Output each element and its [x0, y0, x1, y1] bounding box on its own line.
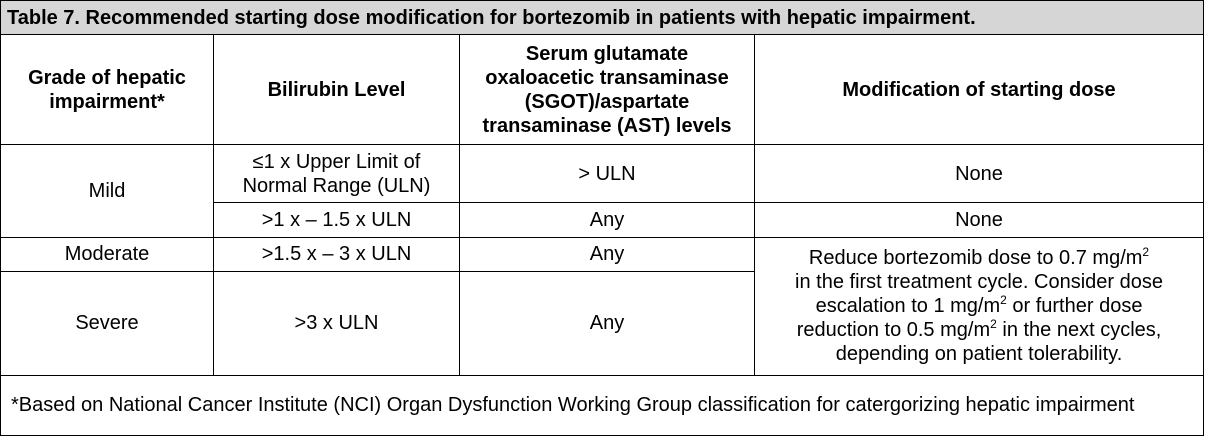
footnote: *Based on National Cancer Institute (NCI) Organ Dysfunction Working Group classification for catergorizing hepatic impairment — [1, 375, 1204, 435]
modification-line-1: Reduce bortezomib dose to 0.7 $mg/m^2$ — [808, 245, 1150, 270]
table-caption: Table 7. Recommended starting dose modification for bortezomib in patients with hepatic impairment. — [1, 1, 1204, 35]
table-row — [1, 237, 1204, 271]
cell-bilirubin-severe: >3 x ULN — [214, 271, 460, 375]
header-modification: Modification of starting dose — [755, 35, 1204, 145]
cell-bilirubin-mild-2: >1 x – 1.5 x ULN — [214, 203, 460, 237]
modification-line-5: depending on patient tolerability. — [835, 343, 1123, 366]
cell-sgot-mild-1: > ULN — [460, 145, 755, 203]
cell-grade-severe: Severe — [1, 271, 214, 375]
cell-sgot-moderate: Any — [460, 237, 755, 271]
cell-bilirubin-moderate: >1.5 x – 3 x ULN — [214, 237, 460, 271]
cell-grade-moderate: Moderate — [1, 237, 214, 271]
cell-sgot-mild-2: Any — [460, 203, 755, 237]
modification-line-3: escalation to 1 $mg/m^2$ or further dose — [815, 293, 1143, 318]
cell-grade-mild: Mild — [1, 145, 214, 237]
header-row — [1, 35, 1204, 145]
cell-modification-mild-2: None — [755, 203, 1204, 237]
table-row — [1, 145, 1204, 203]
header-sgot-ast: Serum glutamate oxaloacetic transaminase (SGOT)/aspartate transaminase (AST) levels — [460, 35, 755, 145]
header-grade: Grade of hepatic impairment* — [1, 35, 214, 145]
header-bilirubin: Bilirubin Level — [214, 35, 460, 145]
cell-bilirubin-mild-1: ≤1 x Upper Limit of Normal Range (ULN) — [214, 145, 460, 203]
cell-sgot-severe: Any — [460, 271, 755, 375]
modification-line-4: reduction to 0.5 $mg/m^2$ in the next cycles, — [796, 317, 1162, 342]
cell-modification-mild-1: None — [755, 145, 1204, 203]
cell-modification-moderate-severe — [755, 237, 1204, 375]
modification-line-2: in the first treatment cycle. Consider dose — [795, 271, 1163, 294]
